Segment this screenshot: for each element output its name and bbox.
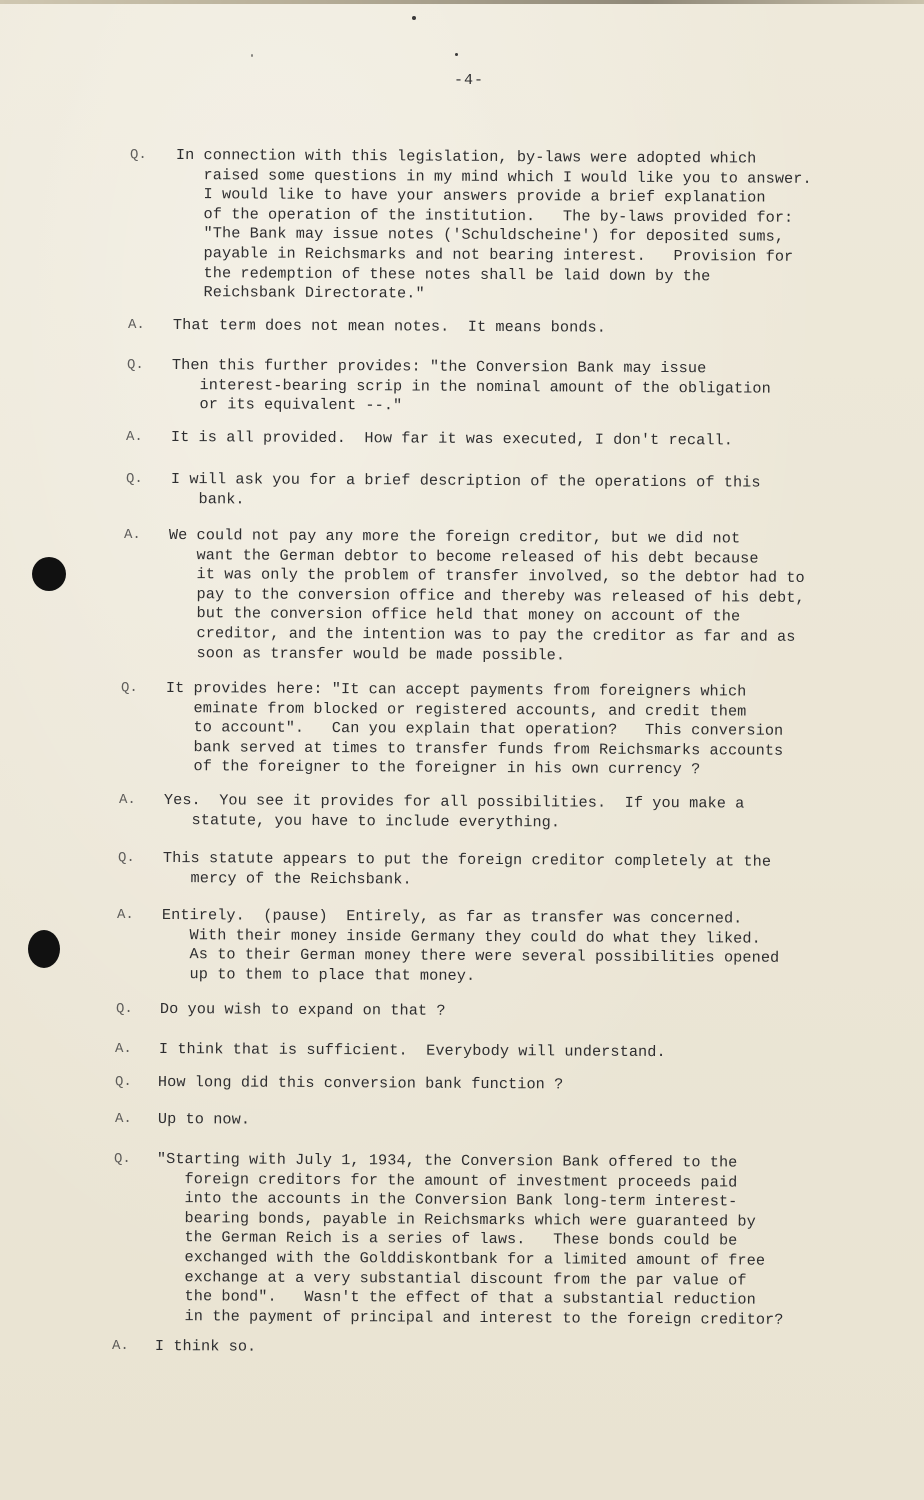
question-marker: Q. xyxy=(130,147,147,163)
dialogue-line: How long did this conversion bank function ? xyxy=(157,1073,564,1094)
dialogue-line: mercy of the Reichsbank. xyxy=(162,868,412,889)
dialogue-line: the redemption of these notes shall be laid down by the xyxy=(175,263,711,285)
question-marker: Q. xyxy=(126,471,143,487)
question-marker: Q. xyxy=(115,1074,132,1090)
dialogue-line: With their money inside Germany they could do what they liked. xyxy=(161,925,761,948)
dialogue-line: exchange at a very substantial discount from the par value of xyxy=(156,1267,747,1290)
dialogue-line: of the operation of the institution. The by-laws provided for: xyxy=(175,204,794,227)
dialogue-line: bank served at times to transfer funds from Reichsmarks accounts xyxy=(165,737,784,760)
answer-marker: A. xyxy=(126,429,143,445)
dialogue-line: It provides here: "It can accept payments from foreigners which xyxy=(165,679,747,701)
dialogue-line: pay to the conversion office and thereby was released of his debt, xyxy=(168,584,805,607)
dialogue-line: eminate from blocked or registered accounts, and credit them xyxy=(165,698,747,721)
answer-marker: A. xyxy=(124,527,141,543)
dialogue-line: but the conversion office held that money on account of the xyxy=(168,604,741,626)
question-marker: Q. xyxy=(121,680,138,696)
dialogue-line: I will ask you for a brief description of the operations of this xyxy=(170,470,761,492)
dialogue-line: This statute appears to put the foreign creditor completely at the xyxy=(162,849,772,871)
dialogue-line: exchanged with the Golddiskontbank for a limited amount of free xyxy=(156,1248,766,1270)
dialogue-line: foreign creditors for the amount of investment proceeds paid xyxy=(156,1169,738,1192)
question-marker: Q. xyxy=(127,357,144,373)
question-marker: Q. xyxy=(118,850,135,866)
answer-marker: A. xyxy=(128,317,145,333)
dialogue-line: I think that is sufficient. Everybody will understand. xyxy=(158,1040,666,1062)
dialogue-line: Entirely. (pause) Entirely, as far as transfer was concerned. xyxy=(161,906,743,928)
punch-hole-bottom xyxy=(28,930,60,968)
dialogue-line: want the German debtor to become released of his debt because xyxy=(168,545,759,568)
dialogue-line: or its equivalent --." xyxy=(171,395,403,415)
ink-speck xyxy=(251,54,253,57)
answer-marker: A. xyxy=(117,907,134,923)
dialogue-line: statute, you have to include everything. xyxy=(163,810,561,832)
dialogue-line: payable in Reichsmarks and not bearing interest. Provision for xyxy=(175,244,794,266)
ink-speck xyxy=(412,16,416,20)
dialogue-line: In connection with this legislation, by-laws were adopted which xyxy=(175,146,757,168)
answer-marker: A. xyxy=(112,1338,129,1354)
page-top-edge xyxy=(0,0,924,4)
dialogue-line: up to them to place that money. xyxy=(161,964,476,985)
ink-speck xyxy=(455,53,458,56)
dialogue-line: it was only the problem of transfer involved, so the debtor had to xyxy=(168,565,805,588)
dialogue-line: bearing bonds, payable in Reichsmarks which were guaranteed by xyxy=(156,1208,756,1231)
dialogue-line: Up to now. xyxy=(157,1110,251,1129)
answer-marker: A. xyxy=(115,1111,132,1127)
dialogue-line: It is all provided. How far it was executed, I don't recall. xyxy=(170,428,734,450)
dialogue-line: Then this further provides: "the Conversion Bank may issue xyxy=(171,356,707,378)
dialogue-line: We could not pay any more the foreign creditor, but we did not xyxy=(168,526,741,548)
dialogue-line: I think so. xyxy=(154,1337,257,1356)
dialogue-line: bank. xyxy=(170,489,245,509)
dialogue-line: "The Bank may issue notes ('Schuldscheine') for deposited sums, xyxy=(175,224,785,247)
dialogue-line: Do you wish to expand on that ? xyxy=(159,1000,446,1020)
punch-hole-top xyxy=(32,557,66,591)
dialogue-line: I would like to have your answers provide a brief explanation xyxy=(175,185,766,207)
dialogue-line: "Starting with July 1, 1934, the Conversion Bank offered to the xyxy=(156,1150,738,1172)
dialogue-line: Yes. You see it provides for all possibilities. If you make a xyxy=(163,791,745,813)
dialogue-line: the German Reich is a series of laws. These bonds could be xyxy=(156,1228,738,1250)
dialogue-line: soon as transfer would be made possible. xyxy=(168,643,566,665)
answer-marker: A. xyxy=(115,1041,132,1057)
dialogue-line: That term does not mean notes. It means bonds. xyxy=(172,316,607,337)
dialogue-line: in the payment of principal and interest to the foreign creditor? xyxy=(156,1306,784,1329)
dialogue-line: to account". Can you explain that operation? This conversion xyxy=(165,718,784,740)
question-marker: Q. xyxy=(116,1001,133,1017)
dialogue-line: Reichsbank Directorate." xyxy=(175,283,425,303)
dialogue-line: As to their German money there were several possibilities opened xyxy=(161,945,780,967)
answer-marker: A. xyxy=(119,792,136,808)
dialogue-line: the bond". Wasn't the effect of that a substantial reduction xyxy=(156,1287,756,1309)
dialogue-line: creditor, and the intention was to pay the creditor as far and as xyxy=(168,624,796,646)
dialogue-line: into the accounts in the Conversion Bank long-term interest- xyxy=(156,1189,738,1211)
dialogue-line: of the foreigner to the foreigner in his own currency ? xyxy=(165,757,701,779)
dialogue-line: interest-bearing scrip in the nominal amount of the obligation xyxy=(171,375,771,398)
page-number: -4- xyxy=(454,72,485,89)
question-marker: Q. xyxy=(114,1151,131,1167)
dialogue-line: raised some questions in my mind which I would like you to answer. xyxy=(175,165,812,188)
